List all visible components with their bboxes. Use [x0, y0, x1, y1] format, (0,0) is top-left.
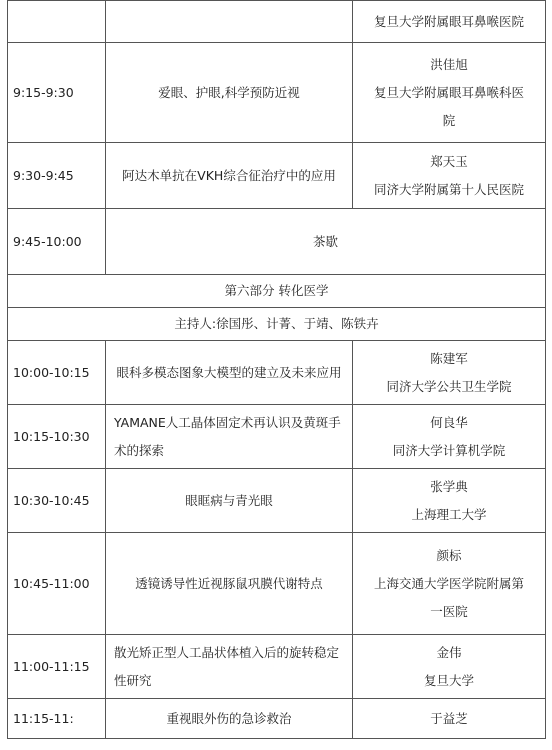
speaker-affiliation: 上海理工大学 — [411, 506, 487, 522]
session-row — [8, 533, 546, 635]
session-row — [8, 635, 546, 699]
time-cell: 9:30-9:45 — [8, 143, 106, 209]
speaker-affiliation: 上海交通大学医学院附属第 — [373, 575, 524, 591]
speaker-cell — [353, 43, 546, 143]
time-cell — [8, 1, 106, 43]
speaker-affiliation: 同济大学计算机学院 — [392, 442, 506, 458]
topic-text: YAMANE人工晶体固定术再认识及黄斑手术的探索 — [114, 414, 341, 458]
topic-text: 眼眶病与青光眼 — [185, 492, 273, 508]
topic-text: 爱眼、护眼,科学预防近视 — [158, 84, 300, 100]
speaker-affiliation: 于益芝 — [430, 710, 468, 726]
speaker-cell — [353, 1, 546, 43]
topic-cell — [106, 405, 353, 469]
speaker-name: 金伟 — [436, 644, 462, 660]
schedule-body — [8, 1, 546, 739]
break-row — [8, 209, 546, 275]
section-header: 主持人:徐国彤、计菁、于靖、陈铁卉 — [8, 308, 546, 341]
session-row — [8, 143, 546, 209]
speaker-name: 陈建军 — [430, 350, 468, 366]
speaker-name: 颜标 — [436, 547, 462, 563]
time-cell: 10:30-10:45 — [8, 469, 106, 533]
speaker-cell — [353, 635, 546, 699]
speaker-name: 何良华 — [430, 414, 468, 430]
topic-cell — [106, 635, 353, 699]
section-header: 第六部分 转化医学 — [8, 275, 546, 308]
session-row — [8, 1, 546, 43]
speaker-affiliation: 复旦大学 — [423, 672, 474, 688]
topic-cell — [106, 699, 353, 739]
speaker-affiliation: 同济大学公共卫生学院 — [386, 378, 512, 394]
speaker-affiliation: 同济大学附属第十人民医院 — [373, 181, 524, 197]
speaker-affiliation: 院 — [442, 112, 456, 128]
session-row — [8, 43, 546, 143]
time-cell: 10:00-10:15 — [8, 341, 106, 405]
topic-cell — [106, 43, 353, 143]
speaker-affiliation: 复旦大学附属眼耳鼻喉科医 — [373, 84, 524, 100]
speaker-name: 张学典 — [430, 478, 468, 494]
time-cell: 11:00-11:15 — [8, 635, 106, 699]
topic-text: 重视眼外伤的急诊救治 — [166, 710, 292, 726]
topic-text: 透镜诱导性近视豚鼠巩膜代谢特点 — [135, 575, 323, 591]
time-cell: 10:45-11:00 — [8, 533, 106, 635]
speaker-cell — [353, 533, 546, 635]
speaker-cell — [353, 405, 546, 469]
schedule-table — [7, 0, 546, 739]
topic-text: 散光矫正型人工晶状体植入后的旋转稳定性研究 — [114, 644, 340, 688]
speaker-cell — [353, 699, 546, 739]
session-row — [8, 405, 546, 469]
time-cell: 9:45-10:00 — [8, 209, 106, 275]
speaker-cell — [353, 469, 546, 533]
break-label: 茶歇 — [106, 209, 546, 275]
session-row — [8, 341, 546, 405]
topic-cell — [106, 341, 353, 405]
speaker-affiliation: 复旦大学附属眼耳鼻喉医院 — [373, 13, 524, 29]
topic-cell — [106, 469, 353, 533]
session-row — [8, 699, 546, 739]
speaker-affiliation: 一医院 — [430, 603, 468, 619]
speaker-cell — [353, 341, 546, 405]
section-header-row — [8, 275, 546, 308]
session-row — [8, 469, 546, 533]
time-cell: 11:15-11: — [8, 699, 106, 739]
topic-cell — [106, 1, 353, 43]
topic-text: 阿达木单抗在VKH综合征治疗中的应用 — [122, 167, 336, 183]
topic-cell — [106, 533, 353, 635]
speaker-cell — [353, 143, 546, 209]
time-cell: 9:15-9:30 — [8, 43, 106, 143]
time-cell: 10:15-10:30 — [8, 405, 106, 469]
speaker-name: 郑天玉 — [430, 153, 468, 169]
topic-text: 眼科多模态图象大模型的建立及未来应用 — [116, 364, 342, 380]
speaker-name: 洪佳旭 — [430, 56, 468, 72]
topic-cell — [106, 143, 353, 209]
section-header-row — [8, 308, 546, 341]
